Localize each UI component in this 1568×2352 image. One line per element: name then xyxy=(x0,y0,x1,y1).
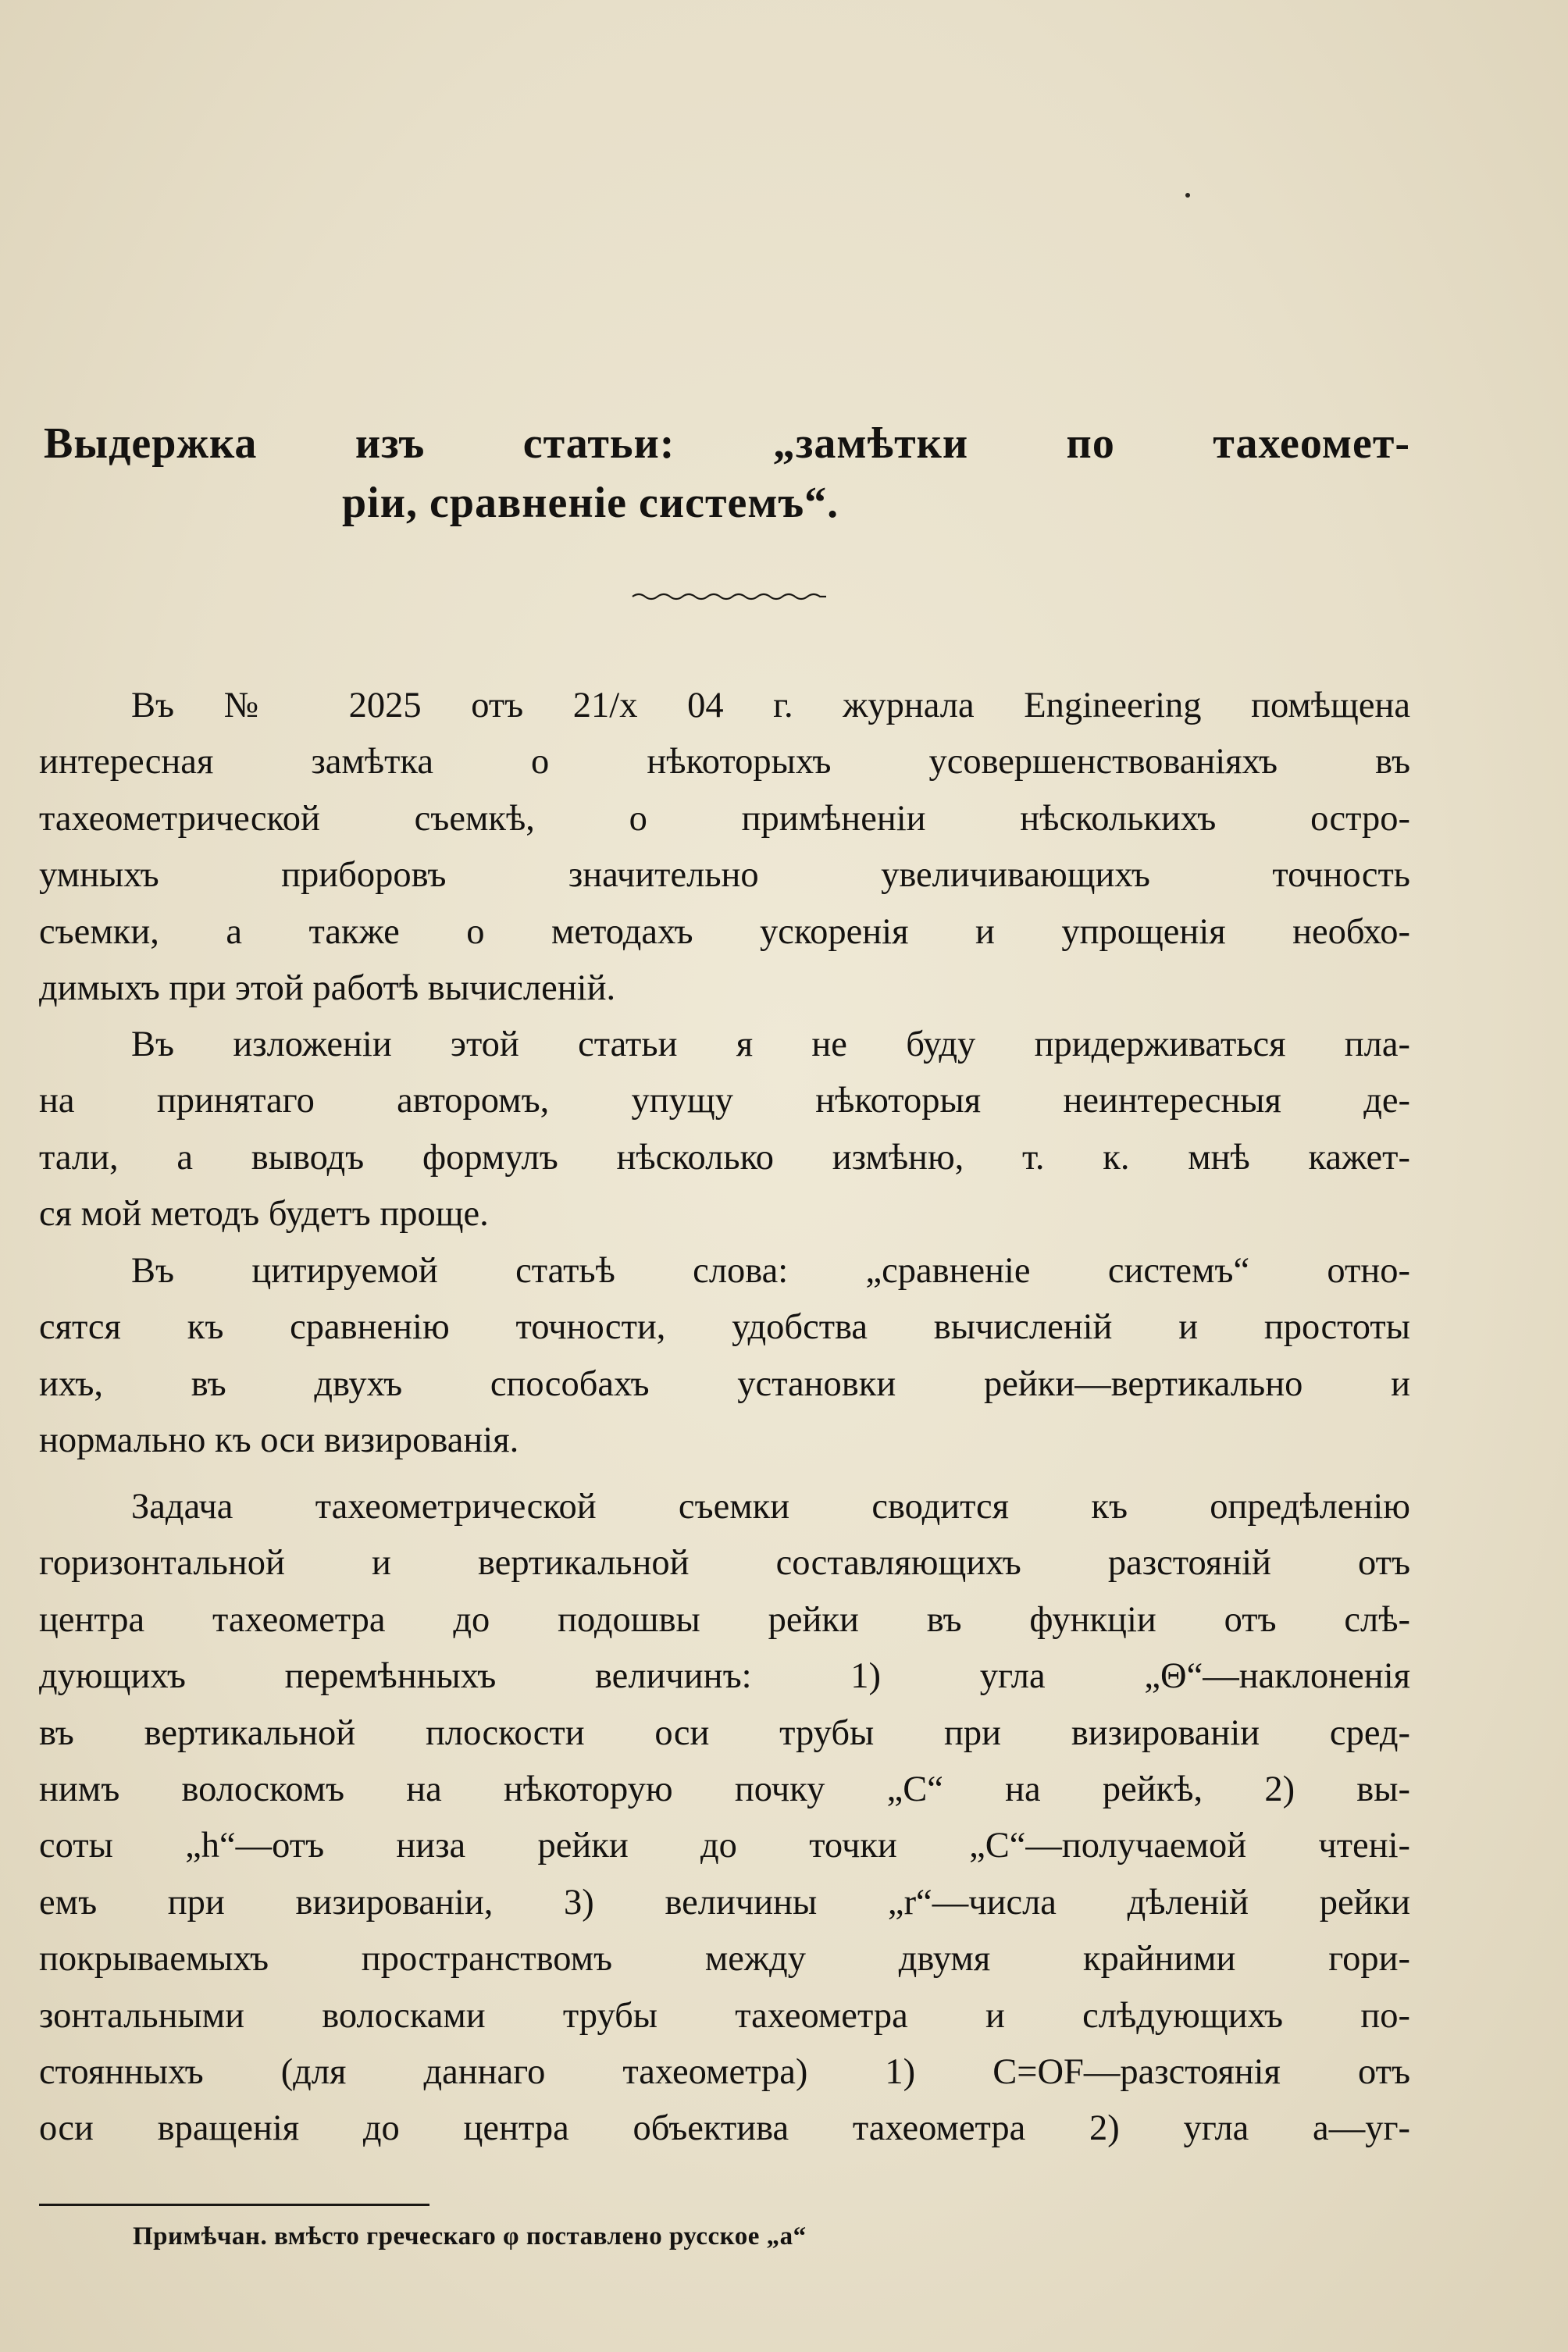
paragraph-line: димыхъ при этой работѣ вычисленій. xyxy=(39,968,616,1008)
paragraph-line: на принятаго авторомъ, упущу нѣкоторыя неинтересныя де- xyxy=(39,1081,1410,1121)
paragraph-line: интересная замѣтка о нѣкоторыхъ усовершенствованіяхъ въ xyxy=(39,742,1410,782)
paragraph-3 xyxy=(39,1243,1410,1470)
paragraph-line: горизонтальной и вертикальной составляющихъ разстояній отъ xyxy=(39,1543,1410,1584)
paragraph-line: центра тахеометра до подошвы рейки въ функціи отъ слѣ- xyxy=(39,1599,1410,1640)
paragraph-line: въ вертикальной плоскости оси трубы при визированіи сред- xyxy=(39,1712,1410,1753)
footnote: Примѣчан. вмѣсто греческаго φ поставлено русское „а“ xyxy=(133,2222,807,2250)
paragraph-line: Въ цитируемой статьѣ слова: „сравненіе системъ“ отно- xyxy=(131,1251,1410,1291)
ink-speck xyxy=(1185,193,1190,198)
paragraph-line: зонтальными волосками трубы тахеометра и слѣдующихъ по- xyxy=(39,1995,1410,2036)
article-title-line-1: Выдержка изъ статьи: „замѣтки по тахеомет- xyxy=(44,419,1410,468)
paragraph-line: Въ изложеніи этой статьи я не буду придерживаться пла- xyxy=(131,1025,1410,1064)
paragraph-line: сятся къ сравненію точности, удобства вычисленій и простоты xyxy=(39,1307,1410,1348)
paragraph-line: тали, а выводъ формулъ нѣсколько измѣню, т. к. мнѣ кажет- xyxy=(39,1137,1410,1178)
paragraph-line: оси вращенія до центра объектива тахеометра 2) угла а—уг- xyxy=(39,2108,1410,2149)
paragraph-line: Задача тахеометрической съемки сводится къ опредѣленію xyxy=(131,1487,1410,1527)
paragraph-line: покрываемыхъ пространствомъ между двумя крайними гори- xyxy=(39,1939,1410,1980)
paragraph-1 xyxy=(39,678,1410,1017)
paragraph-2 xyxy=(39,1017,1410,1243)
footnote-rule xyxy=(39,2204,429,2206)
paragraph-line: соты „h“—отъ низа рейки до точки „С“—получаемой чтені- xyxy=(39,1826,1410,1866)
paragraph-line: стоянныхъ (для даннаго тахеометра) 1) С=OF—разстоянія отъ xyxy=(39,2051,1410,2092)
paragraph-line: емъ при визированіи, 3) величины „r“—числа дѣленій рейки xyxy=(39,1882,1410,1923)
paragraph-line: Въ № 2025 отъ 21/х 04 г. журнала Engineering помѣщена xyxy=(131,686,1410,725)
paragraph-line: ся мой методъ будетъ проще. xyxy=(39,1194,489,1235)
paragraph-line: нормально къ оси визированія. xyxy=(39,1420,519,1461)
paragraph-line: тахеометрической съемкѣ, о примѣненіи нѣсколькихъ остро- xyxy=(39,798,1410,839)
paragraph-line: дующихъ перемѣнныхъ величинъ: 1) угла „Θ“—наклоненія xyxy=(39,1656,1410,1697)
paragraph-line: съемки, а также о методахъ ускоренія и упрощенія необхо- xyxy=(39,911,1410,952)
ornamental-divider xyxy=(631,587,828,606)
paragraph-line: умныхъ приборовъ значительно увеличивающихъ точность xyxy=(39,855,1410,896)
paragraph-line: ихъ, въ двухъ способахъ установки рейки—вертикально и xyxy=(39,1363,1410,1404)
article-title-line-2: ріи, сравненіе системъ“. xyxy=(342,479,839,527)
paragraph-4 xyxy=(39,1479,1410,2158)
paragraph-line: нимъ волоскомъ на нѣкоторую почку „С“ на рейкѣ, 2) вы- xyxy=(39,1769,1410,1809)
